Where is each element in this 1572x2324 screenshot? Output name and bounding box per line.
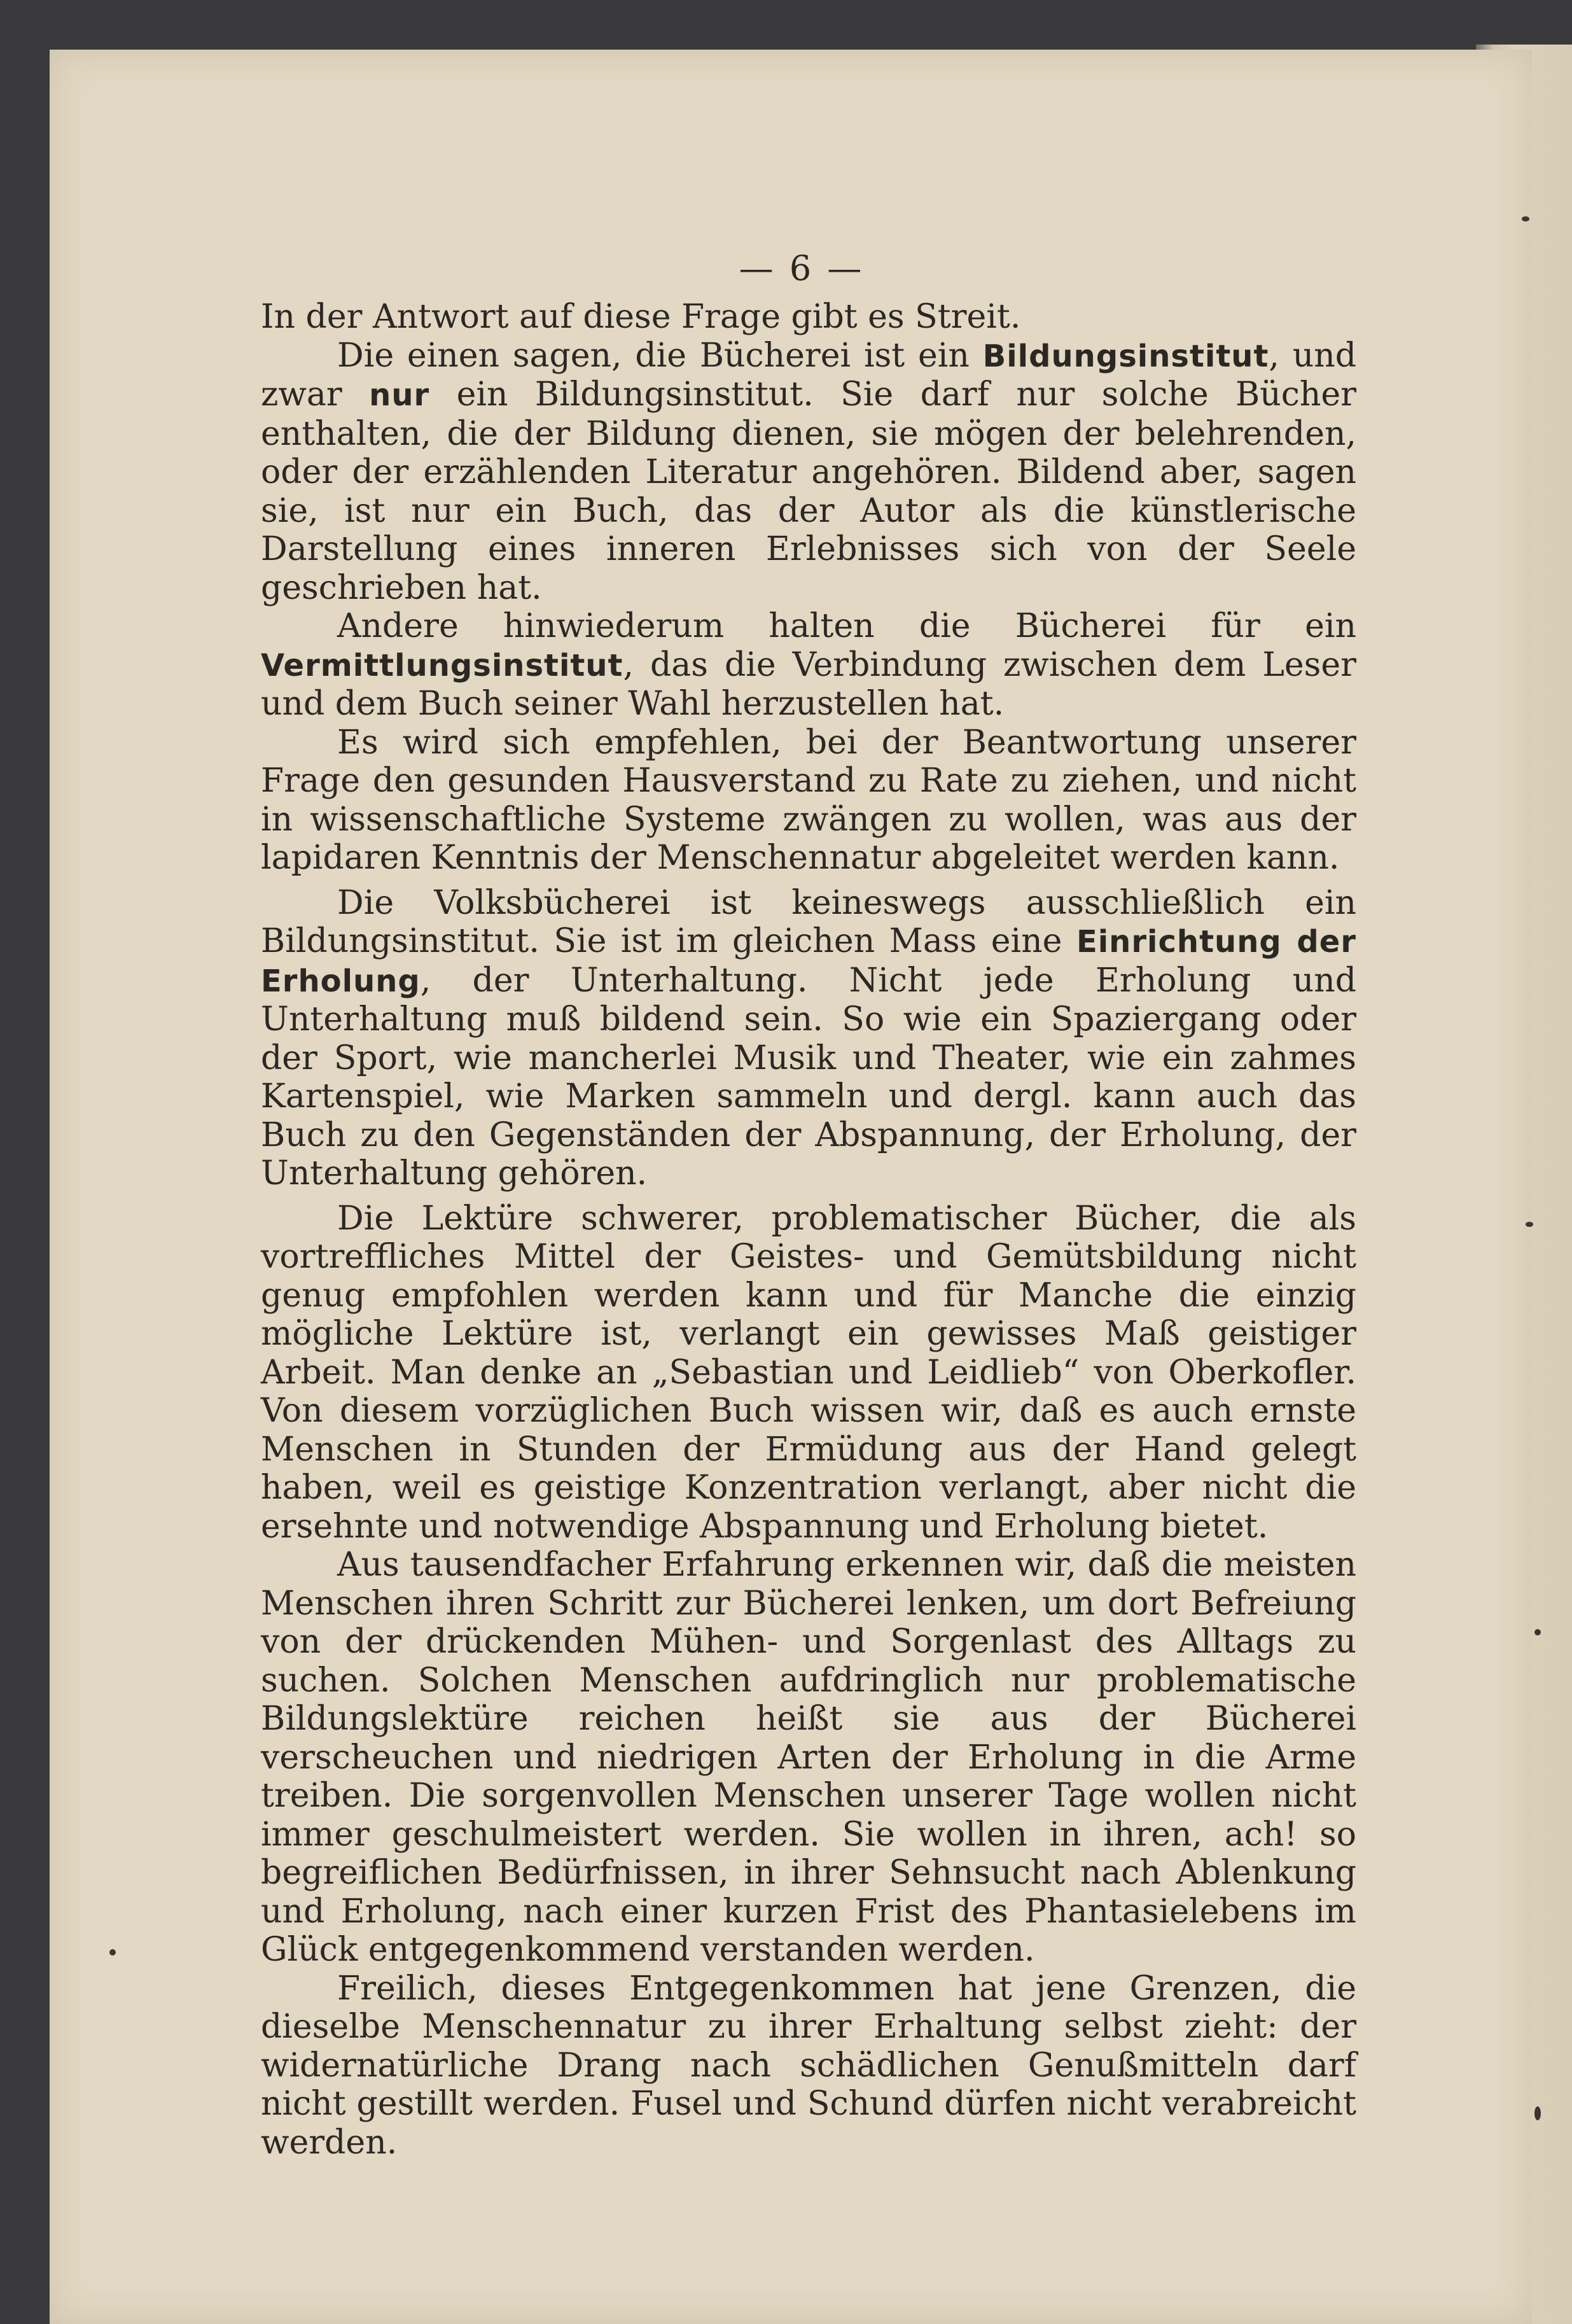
text-run: , das die Verbindung zwischen dem Leser und dem Buch seiner Wahl herzustellen hat. xyxy=(261,645,1356,723)
paragraph xyxy=(261,1200,1356,1546)
text-run: Aus tausendfacher Erfahrung erkennen wir, daß die meisten Menschen ihren Schritt zur Bücherei lenken, um dort Befreiung von der drückenden Mühen- und Sorgenlast des Alltags zu suchen. Solchen Menschen aufdringlich nur problematische Bildungslektüre reichen heißt sie aus der Bücherei verscheuchen und niedrigen Arten der Erholung in die Arme treiben. Die sorgenvollen Menschen unserer Tage wollen nicht immer geschulmeistert werden. Sie wollen in ihren, ach! so begreiflichen Bedürfnissen, in ihrer Sehnsucht nach Ablenkung und Erholung, nach einer kurzen Frist des Phantasielebens im Glück entgegenkommend verstanden werden. xyxy=(261,1546,1356,1969)
paragraph xyxy=(261,337,1356,608)
text-run: Die Lektüre schwerer, problematischer Bücher, die als vortreffliches Mittel der Geistes- und Gemütsbildung nicht genug empfohlen werden kann und für Manche die einzig mögliche Lektüre ist, verlangt ein gewisses Maß geistiger Arbeit. Man denke an „Sebastian und Leidlieb“ von Oberkofler. Von diesem vorzüglichen Buch wissen wir, daß es auch ernste Menschen in Stunden der Ermüdung aus der Hand gelegt haben, weil es geistige Konzentration verlangt, aber nicht die ersehnte und notwendige Abspannung und Erholung bietet. xyxy=(261,1199,1356,1546)
paragraph xyxy=(261,1970,1356,2162)
paper-speck xyxy=(109,1949,116,1956)
text-run: , und zwar xyxy=(261,336,1356,414)
body-text xyxy=(261,298,1356,2162)
text-run: Andere hinwiederum halten die Bücherei für ein xyxy=(337,607,1356,645)
text-run: ein Bildungsinstitut. Sie darf nur solche Bücher enthalten, die der Bildung dienen, sie mögen der belehrenden, oder der erzählenden Literatur angehören. Bildend aber, sagen sie, ist nur ein Buch, das der Autor als die künstlerische Darstellung eines inneren Erlebnisses sich von der Seele geschrieben hat. xyxy=(261,375,1356,607)
paper-speck xyxy=(1534,2106,1541,2120)
paper-speck xyxy=(1522,216,1529,221)
text-run: Die einen sagen, die Bücherei ist ein xyxy=(337,336,983,375)
paragraph xyxy=(261,607,1356,724)
text-run: In der Antwort auf diese Frage gibt es Streit. xyxy=(261,298,1021,336)
emphasized-term: Einrichtung der Erholung xyxy=(261,924,1357,999)
text-run: , der Unterhaltung. Nicht jede Erholung und Unterhaltung muß bildend sein. So wie ein Spaziergang oder der Sport, wie mancherlei Musik und Theater, wie ein zahmes Kartenspiel, wie Marken sammeln und dergl. kann auch das Buch zu den Gegenständen der Abspannung, der Erholung, der Unterhaltung gehören. xyxy=(261,961,1356,1193)
text-run: Die Volksbücherei ist keineswegs ausschließlich ein Bildungsinstitut. Sie ist im gleichen Mass eine xyxy=(261,883,1356,960)
text-run: Es wird sich empfehlen, bei der Beantwortung unserer Frage den gesunden Hausverstand zu Rate zu ziehen, und nicht in wissenschaftliche Systeme zwängen zu wollen, was aus der lapidaren Kenntnis der Menschennatur abgeleitet werden kann. xyxy=(261,723,1356,877)
paragraph xyxy=(261,1546,1356,1970)
emphasized-term: Bildungsinstitut xyxy=(982,338,1269,374)
paragraph xyxy=(261,884,1356,1193)
paragraph xyxy=(261,298,1356,337)
page-number: — 6 — xyxy=(739,248,865,288)
paper-speck xyxy=(1534,1629,1541,1635)
paper-speck xyxy=(1526,1222,1533,1227)
emphasized-term: Vermittlungsinstitut xyxy=(261,647,623,683)
text-run: Freilich, dieses Entgegenkommen hat jene Grenzen, die dieselbe Menschennatur zu ihrer Erhaltung selbst zieht: der widernatürliche Drang nach schädlichen Genußmitteln darf nicht gestillt werden. Fusel und Schund dürfen nicht verabreicht werden. xyxy=(261,1969,1356,2162)
paragraph xyxy=(261,724,1356,878)
emphasized-term: nur xyxy=(369,377,430,413)
